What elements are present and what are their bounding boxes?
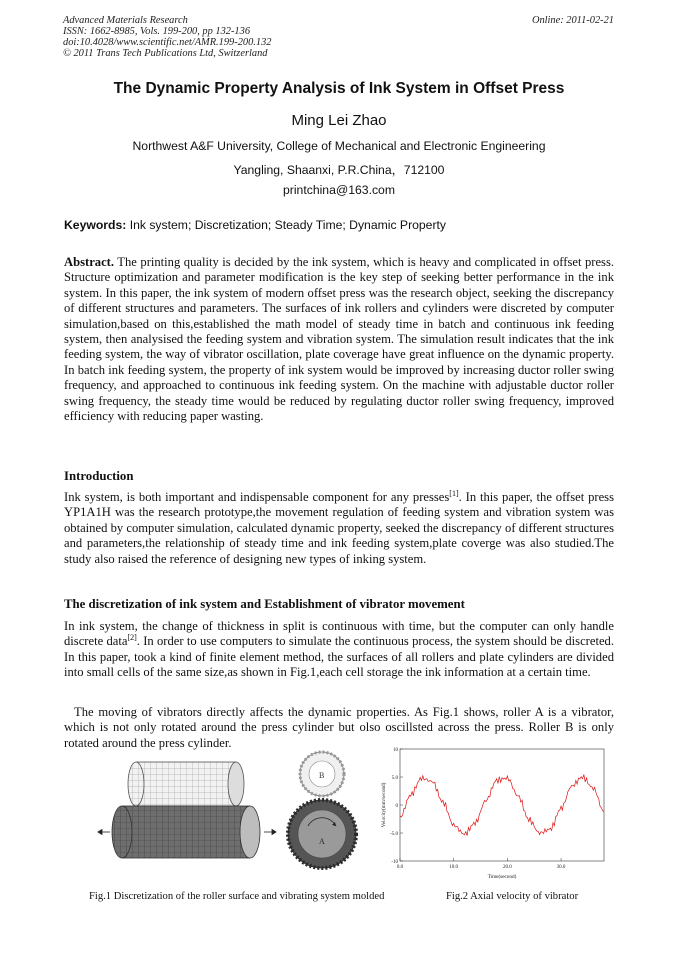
copyright-line: © 2011 Trans Tech Publications Ltd, Switzerland [63,48,268,59]
abstract-label: Abstract. [64,255,115,269]
journal-name: Advanced Materials Research [63,15,188,26]
email: printchina@163.com [283,183,395,197]
intro-text-b: . In this paper, the offset press YP1A1H was the research prototype,the movement regulation of feeding system and vibration system was obtained by computer simulation, calculated dynamic property, seeked the discrepancy of different structures and parameters,the relationship of steady time and ink feeding system,plate coverge was also studied.The study also raised the reference of designing new types of inking system. [64,490,614,566]
author-name: Ming Lei Zhao [291,112,387,129]
x-tick-label: 0.0 [396,865,404,870]
citation-2: [2] [127,633,137,643]
section-heading-discretization: The discretization of ink system and Establishment of vibrator movement [64,597,465,611]
x-tick-label: 10.0 [449,865,459,870]
plot-frame [400,749,604,861]
section-heading-introduction: Introduction [64,469,134,483]
roller-b-cylinder [128,762,244,806]
roller-b-end-view [300,752,344,796]
keywords-text: Ink system; Discretization; Steady Time; Dynamic Property [126,218,446,232]
section2-paragraph-2: The moving of vibrators directly affects the dynamic properties. As Fig.1 shows, roller A is a vibrator, which is not only rotated around the press cylinder but olso oscillsted across the press. Roller B is only rotated around the press cylinder. [64,705,614,750]
y-tick-label: 10 [393,747,398,753]
roller-b-label: B [319,771,325,780]
x-tick-label: 20.0 [502,865,512,870]
figure-2-chart [374,744,616,880]
address: Yangling, Shaanxi, P.R.China，712100 [233,163,445,177]
x-axis-label: Time(second) [487,874,517,880]
plate-cylinder [112,806,260,858]
citation-1: [1] [449,488,459,498]
y-tick-label: 0 [395,803,398,809]
abstract [64,255,614,424]
section2-text-b: . In order to use computers to simulate the continuous process, the system should be discreted. In this paper, took a kind of finite element method, the surfaces of all rollers and plate cylinders are divided into small cells of the same size,as shown in Fig.1,each cell storage the ink information at a certain time. [64,634,614,680]
section2-paragraph-1 [64,619,614,681]
journal-metadata [63,15,271,59]
roller-a-end-view [288,800,356,868]
abstract-text: The printing quality is decided by the ink system, which is heavy and complicated in offset press. Structure optimization and parameter modification is the key step of seeking better performance in the ink system. In this paper, the ink system of modern offset press was the research object, seeking the discrepancy of different structures and parameters. The surfaces of ink rollers and cylinders were discreted by computer simulation,based on this,established the math model of steady time in batch and continuous ink feeding system, then analysised the feeding system and vibration system. The simulation result indicates that the ink feeding system, the way of vibrator oscillation, plate coverage have great influence on the dynamic property. In batch ink feeding system, the property of ink system would be improved by increasing ductor roller swing frequency, and approached to continuous ink feeding system. On the machine with adjustable ductor roller swing frequency, the steady time would be reduced by regulating ductor roller swing frequency, improved efficiency with reducing paper wasting. [64,255,614,424]
y-tick-label: -10 [391,859,398,865]
roller-a-label: A [319,837,325,846]
doi-line: doi:10.4028/www.scientific.net/AMR.199-200.132 [63,37,272,48]
online-date: Online: 2011-02-21 [531,15,614,26]
figure-1-illustration [96,750,376,870]
velocity-series-line [400,775,604,836]
y-tick-label: 5.0 [391,775,398,781]
y-axis-label: Velocity(mm/second) [381,782,387,828]
figure-1-caption: Fig.1 Discretization of the roller surface and vibrating system molded [89,891,385,902]
figure-2-caption: Fig.2 Axial velocity of vibrator [446,891,579,902]
x-tick-label: 30.0 [556,865,566,870]
keywords [64,218,446,232]
intro-paragraph [64,490,614,567]
paper-title: The Dynamic Property Analysis of Ink System in Offset Press [113,80,565,97]
affiliation: Northwest A&F University, College of Mechanical and Electronic Engineering [132,139,546,153]
y-tick-label: -5.0 [390,831,398,837]
issn-line: ISSN: 1662-8985, Vols. 199-200, pp 132-136 [63,26,251,37]
intro-text-a: Ink system, is both important and indispensable component for any presses [64,490,450,504]
keywords-label: Keywords: [64,218,127,232]
section2-text-a: In ink system, the change of thickness in split is continuous with time, but the computer can only handle discrete data [64,619,614,649]
